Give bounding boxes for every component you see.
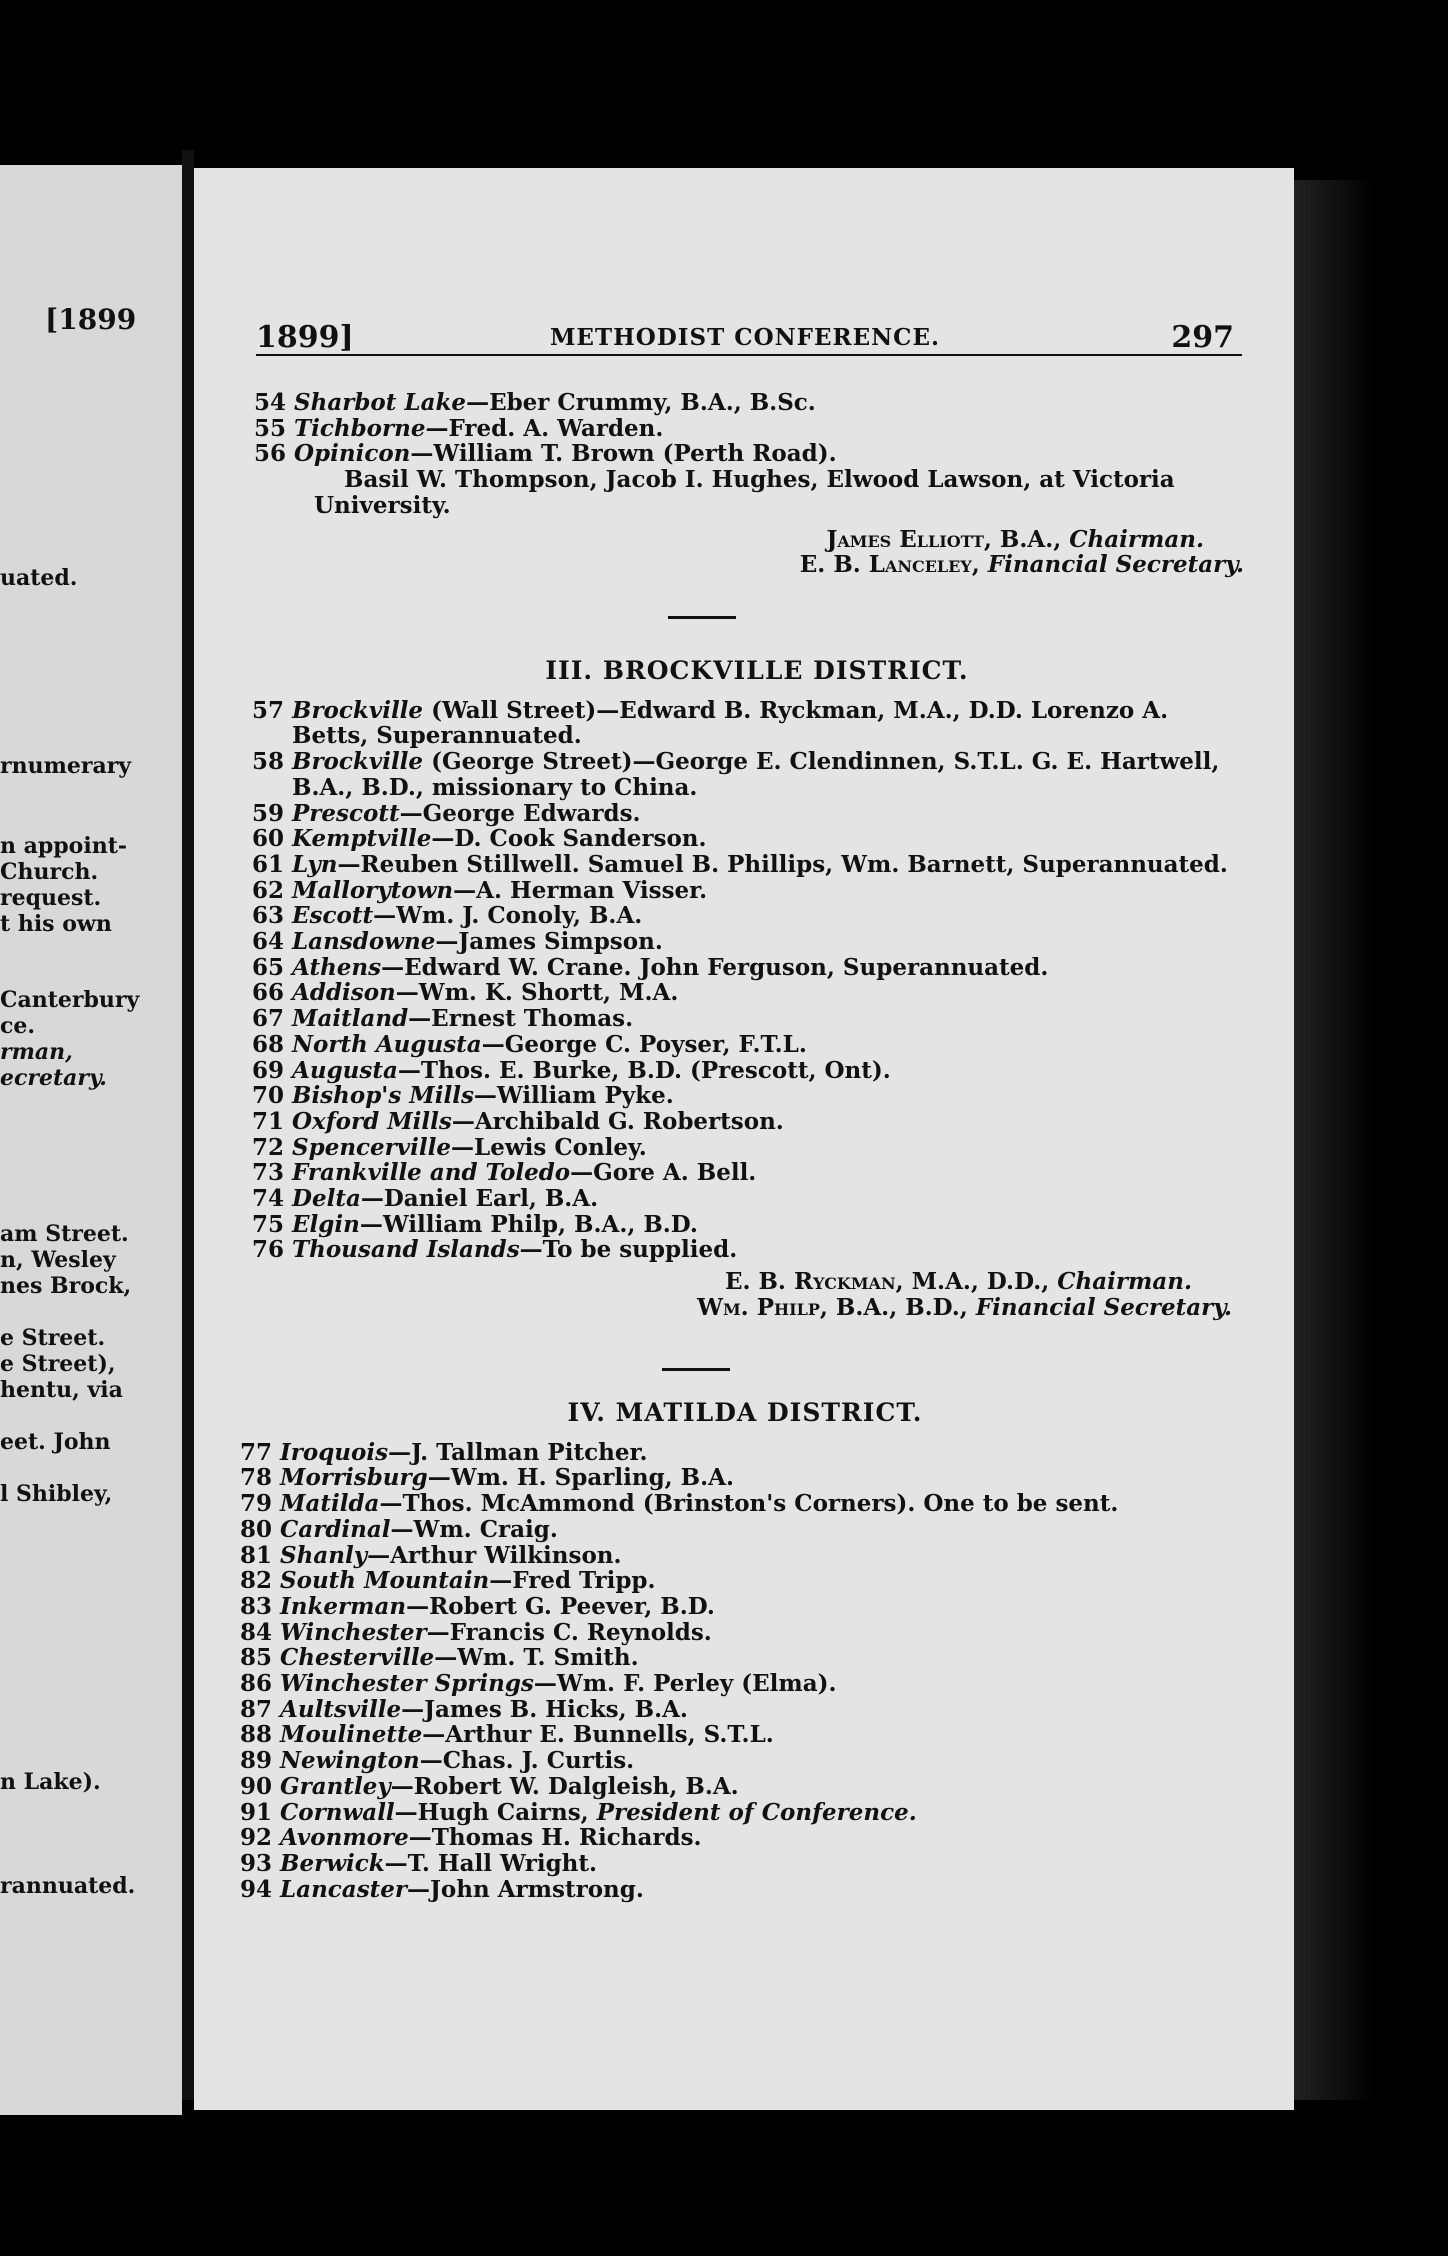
station-entry: 81 Shanly—Arthur Wilkinson. — [240, 1541, 622, 1569]
station-entry: 67 Maitland—Ernest Thomas. — [252, 1005, 634, 1033]
station-entry: 80 Cardinal—Wm. Craig. — [240, 1515, 558, 1543]
station-entry: 65 Athens—Edward W. Crane. John Ferguson, Superannuated. — [252, 953, 1049, 981]
left-page-fragment: n, Wesley — [0, 1247, 116, 1273]
left-page-year: [1899 — [45, 303, 137, 336]
district-chairman: James Elliott, B.A., Chairman. — [826, 525, 1204, 553]
station-entry: 88 Moulinette—Arthur E. Bunnells, S.T.L. — [240, 1721, 774, 1749]
station-entry: 82 South Mountain—Fred Tripp. — [240, 1567, 656, 1595]
left-page-fragment: hentu, via — [0, 1377, 123, 1403]
brockville-district — [252, 658, 1262, 1321]
station-entry: 91 Cornwall—Hugh Cairns, President of Conference. — [240, 1798, 917, 1826]
station-entry: 76 Thousand Islands—To be supplied. — [252, 1236, 738, 1264]
financial-secretary: E. B. Lanceley, Financial Secretary. — [799, 551, 1244, 579]
district-heading: III. BROCKVILLE DISTRICT. — [545, 656, 969, 685]
left-page-fragment: ce. — [0, 1013, 36, 1039]
station-entry: 54 Sharbot Lake—Eber Crummy, B.A., B.Sc. — [254, 389, 816, 416]
station-entry: 71 Oxford Mills—Archibald G. Robertson. — [252, 1107, 784, 1135]
station-entry: 66 Addison—Wm. K. Shortt, M.A. — [252, 979, 679, 1007]
station-entry: 64 Lansdowne—James Simpson. — [252, 928, 663, 956]
left-page-fragment: e Street), — [0, 1351, 116, 1377]
station-entry: 72 Spencerville—Lewis Conley. — [252, 1133, 647, 1161]
left-page-fragment: Canterbury — [0, 987, 140, 1013]
station-entry: 90 Grantley—Robert W. Dalgleish, B.A. — [240, 1772, 739, 1800]
station-entry: 92 Avonmore—Thomas H. Richards. — [240, 1824, 702, 1852]
left-page-fragment: rman, — [0, 1039, 73, 1065]
left-page-fragment: rannuated. — [0, 1873, 136, 1899]
header-title: METHODIST CONFERENCE. — [549, 324, 941, 351]
station-entry: 86 Winchester Springs—Wm. F. Perley (Elma). — [240, 1670, 837, 1698]
left-page-fragment: t his own — [0, 911, 112, 937]
station-entry: 73 Frankville and Toledo—Gore A. Bell. — [252, 1159, 757, 1187]
page-number: 297 — [1171, 320, 1234, 355]
left-page-fragment: nes Brock, — [0, 1273, 132, 1299]
left-page-fragment: Church. — [0, 859, 99, 885]
left-page-fragment: uated. — [0, 565, 78, 591]
station-entry: 78 Morrisburg—Wm. H. Sparling, B.A. — [240, 1464, 734, 1492]
station-entry: 83 Inkerman—Robert G. Peever, B.D. — [240, 1592, 715, 1620]
station-entry: 55 Tichborne—Fred. A. Warden. — [254, 414, 664, 442]
left-facing-page — [0, 165, 182, 2115]
book-gutter — [182, 150, 194, 2100]
station-entry: 87 Aultsville—James B. Hicks, B.A. — [240, 1695, 688, 1723]
left-page-fragment: l Shibley, — [0, 1481, 113, 1507]
page-edge-shadow — [1294, 180, 1374, 2100]
station-entry: 62 Mallorytown—A. Herman Visser. — [252, 876, 708, 904]
financial-secretary: Wm. Philp, B.A., B.D., Financial Secretary. — [697, 1293, 1232, 1321]
station-entry: 74 Delta—Daniel Earl, B.A. — [252, 1185, 599, 1213]
left-page-fragment: n Lake). — [0, 1769, 101, 1795]
left-page-fragment: rnumerary — [0, 753, 132, 779]
station-entry: 59 Prescott—George Edwards. — [252, 799, 641, 827]
station-entry: 69 Augusta—Thos. E. Burke, B.D. (Prescott, Ont). — [252, 1056, 891, 1084]
left-page-fragment: ecretary. — [0, 1065, 107, 1091]
station-entry: 58 Brockville (George Street)—George E. Clendinnen, S.T.L. G. E. Hartwell, — [252, 748, 1220, 776]
station-entry: 68 North Augusta—George C. Poyser, F.T.L. — [252, 1030, 807, 1058]
station-entry: 63 Escott—Wm. J. Conoly, B.A. — [252, 902, 643, 930]
station-entry: 77 Iroquois—J. Tallman Pitcher. — [240, 1438, 648, 1466]
station-entry: 94 Lancaster—John Armstrong. — [240, 1875, 644, 1903]
district-chairman: E. B. Ryckman, M.A., D.D., Chairman. — [724, 1268, 1192, 1296]
station-entry: 89 Newington—Chas. J. Curtis. — [240, 1747, 635, 1775]
station-entry: 93 Berwick—T. Hall Wright. — [240, 1849, 598, 1877]
station-entry: 57 Brockville (Wall Street)—Edward B. Ryckman, M.A., D.D. Lorenzo A. — [252, 696, 1169, 724]
header-year: 1899] — [256, 320, 354, 355]
left-page-fragment: request. — [0, 885, 102, 911]
left-page-fragment: e Street. — [0, 1325, 106, 1351]
station-entry: 56 Opinicon—William T. Brown (Perth Road). — [254, 440, 837, 468]
header-rule — [256, 354, 1242, 356]
students-line: Basil W. Thompson, Jacob I. Hughes, Elwood Lawson, at Victoria — [344, 466, 1175, 494]
station-entry: 85 Chesterville—Wm. T. Smith. — [240, 1644, 639, 1672]
station-entry-continued: B.A., B.D., missionary to China. — [292, 773, 698, 801]
station-entry: 70 Bishop's Mills—William Pyke. — [252, 1082, 674, 1110]
station-entry: 75 Elgin—William Philp, B.A., B.D. — [252, 1210, 698, 1238]
section-divider — [668, 616, 736, 619]
station-entry: 84 Winchester—Francis C. Reynolds. — [240, 1618, 712, 1646]
left-page-fragment: n appoint- — [0, 833, 127, 859]
station-entry: 61 Lyn—Reuben Stillwell. Samuel B. Phillips, Wm. Barnett, Superannuated. — [252, 850, 1228, 878]
section-divider — [662, 1368, 730, 1371]
station-entry-continued: Betts, Superannuated. — [292, 722, 582, 750]
students-line: University. — [314, 491, 451, 519]
left-page-fragment: eet. John — [0, 1429, 111, 1455]
book-page — [194, 168, 1294, 2110]
section-continued — [254, 390, 1254, 578]
station-entry: 79 Matilda—Thos. McAmmond (Brinston's Corners). One to be sent. — [240, 1490, 1119, 1518]
left-page-fragment: am Street. — [0, 1221, 129, 1247]
station-entry: 60 Kemptville—D. Cook Sanderson. — [252, 825, 707, 853]
district-heading: IV. MATILDA DISTRICT. — [567, 1398, 923, 1427]
matilda-district — [240, 1400, 1250, 1902]
